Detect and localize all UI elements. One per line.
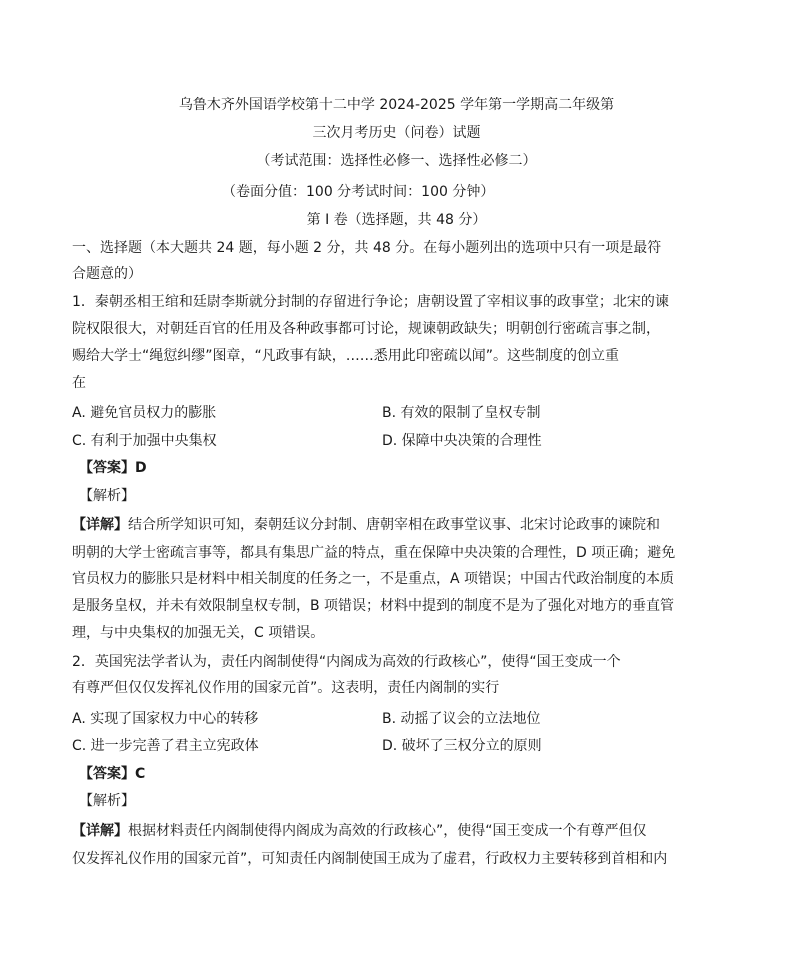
exam-title-line1: 乌鲁木齐外国语学校第十二中学 2024-2025 学年第一学期高二年级第 [178, 97, 615, 113]
detail-line: 根据材料责任内阁制使得内阁成为高效的行政核心”，使得“国王变成一个有尊严但仅 [128, 823, 647, 839]
option-a: A. 实现了国家权力中心的转移 [72, 711, 259, 727]
answer-value: D [135, 460, 147, 476]
answer-value: C [135, 766, 146, 782]
option-b: B. 动摇了议会的立法地位 [382, 711, 541, 727]
detail-line: 理，与中央集权的加强无关，C 项错误。 [72, 625, 325, 641]
option-c: C. 进一步完善了君主立宪政体 [72, 738, 259, 754]
option-c: C. 有利于加强中央集权 [72, 433, 217, 449]
option-b: B. 有效的限制了皇权专制 [382, 405, 541, 421]
answer-label: 【答案】 [79, 460, 135, 476]
question-stem-line: 1．秦朝丞相王绾和廷尉李斯就分封制的存留进行争论；唐朝设置了宰相议事的政事堂；北宋的谏 [72, 294, 669, 310]
detail-label: 【详解】 [72, 823, 128, 839]
part-heading: 第 I 卷（选择题，共 48 分） [306, 212, 487, 228]
analysis-label: 【解析】 [79, 488, 135, 504]
question-stem-line: 有尊严但仅仅发挥礼仪作用的国家元首”。这表明，责任内阁制的实行 [72, 680, 500, 696]
detail-row [72, 821, 647, 841]
exam-scope: （考试范围：选择性必修一、选择性必修二） [256, 153, 537, 169]
question-stem-line: 院权限很大，对朝廷百官的任用及各种政事都可讨论，规谏朝政缺失；明朝创行密疏言事之制， [72, 321, 660, 337]
section-instructions-line2: 合题意的） [72, 266, 142, 282]
answer-row [79, 458, 147, 478]
detail-line: 仅发挥礼仪作用的国家元首”，可知责任内阁制使国王成为了虚君，行政权力主要转移到首相和内 [72, 851, 668, 867]
question-stem-line: 2．英国宪法学者认为，责任内阁制使得“内阁成为高效的行政核心”，使得“国王变成一个 [72, 654, 621, 670]
detail-row [72, 515, 660, 535]
answer-label: 【答案】 [79, 766, 135, 782]
option-d: D. 破坏了三权分立的原则 [382, 738, 542, 754]
option-a: A. 避免官员权力的膨胀 [72, 405, 217, 421]
exam-meta: （卷面分值：100 分考试时间：100 分钟） [222, 184, 495, 200]
section-instructions-line1: 一、选择题（本大题共 24 题，每小题 2 分，共 48 分。在每小题列出的选项中只有一项是最符 [72, 240, 662, 256]
detail-line: 是服务皇权，并未有效限制皇权专制，B 项错误；材料中提到的制度不是为了强化对地方的垂直管 [72, 598, 675, 614]
option-d: D. 保障中央决策的合理性 [382, 433, 542, 449]
detail-label: 【详解】 [72, 517, 128, 533]
exam-title-line2: 三次月考历史（问卷）试题 [312, 125, 481, 141]
question-stem-line: 在 [72, 375, 86, 391]
analysis-label: 【解析】 [79, 793, 135, 809]
detail-line: 明朝的大学士密疏言事等，都具有集思广益的特点，重在保障中央决策的合理性，D 项正确；避免 [72, 545, 676, 561]
detail-line: 官员权力的膨胀只是材料中相关制度的任务之一，不是重点，A 项错误；中国古代政治制度的本质 [72, 571, 675, 587]
detail-line: 结合所学知识可知，秦朝廷议分封制、唐朝宰相在政事堂议事、北宋讨论政事的谏院和 [128, 517, 660, 533]
question-stem-line: 赐给大学士“绳愆纠缪”图章，“凡政事有缺，……悉用此印密疏以闻”。这些制度的创立重 [72, 348, 620, 364]
answer-row [79, 764, 145, 784]
